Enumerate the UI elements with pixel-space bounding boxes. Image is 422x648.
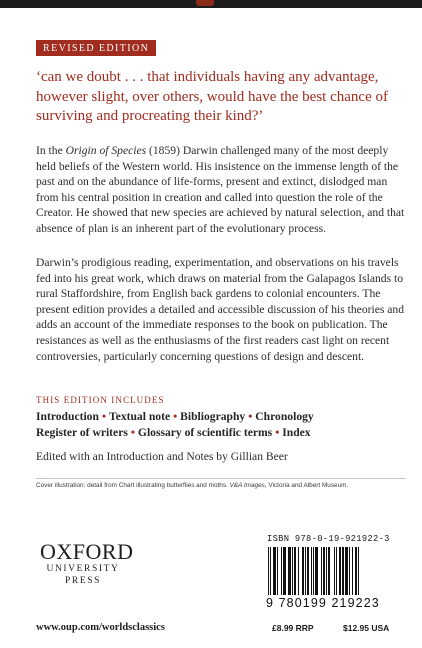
top-band [0,0,422,8]
bullet-separator: • [248,410,253,423]
cover-credit-prefix: Cover illustration: detail from Chart illustrating butterflies and moths. [36,482,230,489]
isbn-text: ISBN 978-0-19-921922-3 [267,534,390,544]
barcode-gap [359,547,360,595]
publisher-logo [40,539,134,587]
include-item: Index [282,426,311,439]
price-usa: $12.95 USA [343,623,390,633]
include-item: Register of writers [36,426,128,439]
paragraph-2: Darwin’s prodigious reading, experimentation, and observations on his travels fed into his great work, which draws on material from the Galapagos Islands to rural Staffordshire, from English back gardens to colonial encounters. The present edition provides a detailed and accessible discussion of his theories and adds an account of the immediate responses to the book on publication. The resistances as well as the enthusiasms of the first readers cast light on recent controversies, particularly concerning questions of design and descent. [36,256,404,363]
bullet-separator: • [173,410,178,423]
paragraph-1 [36,143,406,237]
include-item: Textual note [109,410,171,423]
includes-list [36,409,406,441]
cover-illustration-credit [36,482,406,489]
price-rrp: £8.99 RRP [272,623,314,633]
divider [36,478,406,479]
publisher-sub: UNIVERSITY PRESS [46,564,120,586]
p1-rest: (1859) Darwin challenged many of the most deeply held beliefs of the Western world. His insistence on the immense length of the past and on the abundance of life-forms, present and extinct, dislodged man from his central position in creation and called into question the role of the Creator. He showed that new species are achieved by natural selection, and that absence of plan is an inherent part of the evolutionary process. [36,144,405,235]
include-item: Bibliography [180,410,246,423]
bullet-separator: • [130,426,135,439]
cover-credit-italic: V&A Images, [229,482,267,489]
website-link[interactable]: www.oup.com/worldsclassics [36,622,165,633]
barcode [268,547,418,595]
publisher-name: OXFORD [40,539,134,564]
bullet-separator: • [275,426,280,439]
p1-prefix: In the [36,144,66,157]
include-item: Introduction [36,410,99,423]
editor-credit: Edited with an Introduction and Notes by Gillian Beer [36,450,288,463]
include-item: Chronology [255,410,314,423]
spine-mark [196,0,214,6]
bullet-separator: • [101,410,106,423]
pull-quote: ‘can we doubt . . . that individuals having any advantage, however slight, over others, would have the best chance of surviving and procreating their kind?’ [36,69,388,124]
barcode-number: 9 780199 219223 [266,596,380,610]
p1-title: Origin of Species [65,144,147,157]
include-item: Glossary of scientific terms [137,426,273,439]
cover-credit-suffix: Victoria and Albert Museum. [266,482,349,489]
edition-label: REVISED EDITION [36,40,156,56]
includes-title: THIS EDITION INCLUDES [36,395,165,405]
